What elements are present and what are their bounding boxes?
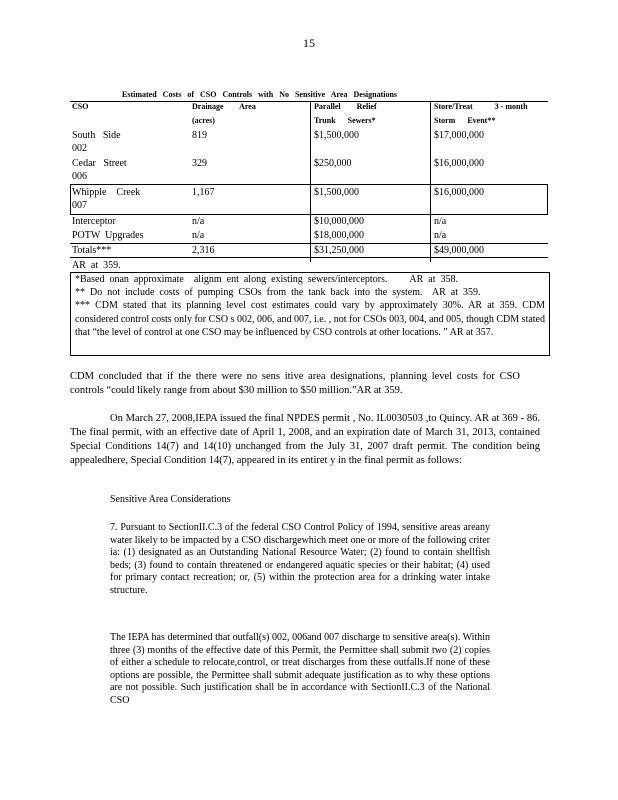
table-rule	[70, 257, 548, 258]
footnote: *Based onan approximate alignm ent along existing sewers/interceptors. AR at 358.	[75, 274, 458, 285]
totals-relief: $31,250,000	[314, 245, 364, 256]
table-rule	[70, 214, 548, 215]
column-rule	[70, 184, 71, 214]
row-treat: $16,000,000	[434, 187, 484, 198]
header-relief-2: Trunk Sewers*	[314, 116, 376, 125]
row-cso: Whipple Creek	[72, 187, 141, 198]
footnote: ** Do not include costs of pumping CSOs from the tank back into the system. AR at 359.	[75, 287, 481, 299]
header-treat-2: Storm Event**	[434, 116, 496, 125]
table-citation: AR at 359.	[72, 260, 121, 271]
row-area: 329	[192, 158, 207, 169]
totals-treat: $49,000,000	[434, 245, 484, 256]
paragraph-final-permit: On March 27, 2008,IEPA issued the final NPDES permit , No. IL0030503 ,to Quincy. AR at 369 - 86. The final permit, with an effective date of April 1, 2008, and an expiration date of March 31, 2013, contained Special Conditions 14(7) and 14(10) unchanged from the July 31, 2007 draft permit. The condition being appealedhere, Special Condition 14(7), appeared in its entiret y in the final permit as follows:	[70, 413, 540, 466]
column-rule	[547, 184, 548, 214]
table-rule	[70, 184, 548, 185]
table-title: Estimated Costs of CSO Controls with No Sensitive Area Designations	[122, 90, 398, 99]
column-rule	[310, 101, 311, 262]
row-relief: $1,500,000	[314, 130, 359, 141]
row-cso: POTW Upgrades	[72, 230, 144, 241]
row-area: n/a	[192, 216, 205, 227]
row-area: 1,167	[192, 187, 215, 198]
quote-heading: Sensitive Area Considerations	[110, 494, 231, 505]
row-cso: Cedar Street	[72, 158, 127, 169]
row-relief: $250,000	[314, 158, 352, 169]
page-number: 15	[303, 36, 315, 50]
row-area: n/a	[192, 230, 205, 241]
row-cso-code: 007	[72, 200, 87, 211]
quote-paragraph-iepa: The IEPA has determined that outfall(s) 002, 006and 007 discharge to sensitive area(s). Within three (3) months of the effective date of this Permit, the Permittee shall submit two (2) copies of either a schedule to relocate,control, or treat discharges from these outfalls.If none of these options are possible, the Permittee shall submit adequate justification as to why these options are not possible. Such justification shall be in accordance with SectionII.C.3 of the National CSO	[110, 632, 490, 706]
row-treat: $16,000,000	[434, 158, 484, 169]
table-footnotes	[70, 272, 550, 356]
header-drainage: Drainage Area	[192, 102, 256, 111]
row-treat: n/a	[434, 230, 447, 241]
row-treat: $17,000,000	[434, 130, 484, 141]
header-relief: Parallel Relief	[314, 102, 377, 111]
row-cso: Interceptor	[72, 216, 116, 227]
header-drainage-unit: (acres)	[192, 116, 215, 125]
row-area: 819	[192, 130, 207, 141]
column-rule	[430, 101, 431, 262]
quote-paragraph-7: 7. Pursuant to SectionII.C.3 of the federal CSO Control Policy of 1994, sensitive areas areany water likely to be impacted by a CSO dischargewhich meet one or more of the following criter ia: (1) designated as an Outstanding National Resource Water; (2) found to contain shellfish beds; (3) found to contain threatened or endangered aquatic species or their habitat; (4) used for primary contact recreation; or, (5) within the protection area for a drinking water intake structure.	[110, 522, 490, 596]
row-relief: $10,000,000	[314, 216, 364, 227]
row-relief: $18,000,000	[314, 230, 364, 241]
row-cso-code: 002	[72, 143, 87, 154]
header-cso: CSO	[72, 102, 89, 111]
paragraph-cdm-concluded: CDM concluded that if the there were no sens itive area designations, planning level costs for CSO controls “could likely range from about $30 million to $50 million.”AR at 359.	[70, 371, 520, 396]
totals-label: Totals***	[72, 245, 112, 256]
row-treat: n/a	[434, 216, 447, 227]
header-treat: Store/Treat 3 - month	[434, 102, 528, 111]
row-relief: $1,500,000	[314, 187, 359, 198]
footnote: *** CDM stated that its planning level cost estimates could vary by approximately 30%. AR at 359. CDM considered control costs only for CSO s 002, 006, and 007, i.e. , not for CSOs 003, 004, and 005, though CDM stated that “the level of control at one CSO may be influenced by CSO controls at other locations. ” AR at 357.	[75, 300, 545, 338]
totals-area: 2,316	[192, 245, 215, 256]
row-cso: South Side	[72, 130, 121, 141]
row-cso-code: 006	[72, 171, 87, 182]
